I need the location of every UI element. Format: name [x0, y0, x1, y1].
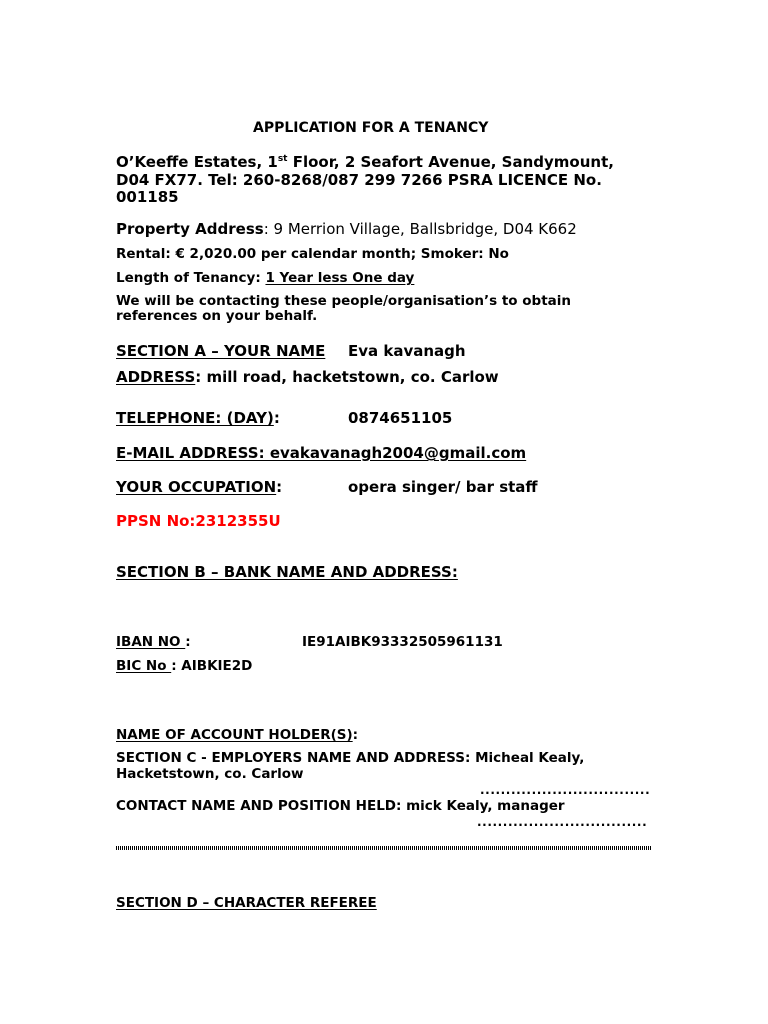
ppsn-number: PPSN No:2312355U: [116, 512, 281, 530]
occupation-colon: :: [276, 478, 283, 496]
dotted-divider: [116, 846, 652, 850]
agency-name-suffix: Floor, 2 Seafort Avenue, Sandymount,: [287, 153, 614, 171]
tenancy-length: [116, 272, 414, 286]
iban-row: [116, 636, 191, 650]
document-title: APPLICATION FOR A TENANCY: [253, 120, 489, 136]
tenancy-length-value: 1 Year less One day: [265, 270, 415, 286]
section-d-heading: SECTION D – CHARACTER REFEREE: [116, 895, 377, 911]
contact-name-position: CONTACT NAME AND POSITION HELD: mick Kealy, manager: [116, 798, 565, 814]
account-holder-label: NAME OF ACCOUNT HOLDER(S): [116, 727, 353, 743]
section-a-name-row: [116, 344, 325, 359]
iban-label: IBAN NO: [116, 634, 186, 650]
tenancy-length-label: Length of Tenancy:: [116, 270, 266, 286]
applicant-address: [116, 370, 499, 385]
occupation-row: [116, 480, 282, 495]
bic-label: BIC No: [116, 658, 172, 674]
telephone-value: 0874651105: [348, 409, 453, 427]
address-label: ADDRESS: [116, 368, 196, 386]
agency-address-line1: [116, 155, 614, 170]
agency-licence-number: 001185: [116, 188, 179, 206]
property-address: [116, 222, 577, 237]
contact-dotted-line: .................................: [477, 815, 648, 829]
property-address-value: : 9 Merrion Village, Ballsbridge, D04 K662: [263, 220, 577, 238]
section-c-employer-line2: Hacketstown, co. Carlow: [116, 766, 304, 782]
account-holder-row: [116, 729, 358, 743]
iban-colon: :: [185, 634, 191, 650]
property-address-label: Property Address: [116, 220, 264, 238]
agency-floor-superscript: st: [277, 154, 288, 164]
account-holder-colon: :: [352, 727, 359, 743]
bic-value: : AIBKIE2D: [171, 658, 253, 674]
section-b-heading: SECTION B – BANK NAME AND ADDRESS:: [116, 563, 458, 581]
references-note-line2: references on your behalf.: [116, 308, 318, 324]
employer-dotted-line: .................................: [480, 783, 651, 797]
section-c-employer-line1: SECTION C - EMPLOYERS NAME AND ADDRESS: Micheal Kealy,: [116, 750, 585, 766]
agency-name-prefix: O’Keeffe Estates, 1: [116, 153, 278, 171]
references-note-line1: We will be contacting these people/organisation’s to obtain: [116, 293, 572, 309]
telephone-colon: :: [273, 409, 280, 427]
email-address: E-MAIL ADDRESS: evakavanagh2004@gmail.com: [116, 444, 527, 462]
telephone-label: TELEPHONE: (DAY): [116, 409, 274, 427]
applicant-name: Eva kavanagh: [348, 342, 466, 360]
occupation-label: YOUR OCCUPATION: [116, 478, 277, 496]
agency-address-line2: D04 FX77. Tel: 260-8268/087 299 7266 PSRA LICENCE No.: [116, 171, 602, 189]
telephone-row: [116, 411, 280, 426]
bic-row: [116, 660, 252, 674]
occupation-value: opera singer/ bar staff: [348, 478, 538, 496]
section-a-heading: SECTION A – YOUR NAME: [116, 342, 326, 360]
address-value: : mill road, hacketstown, co. Carlow: [195, 368, 499, 386]
rental-details: Rental: € 2,020.00 per calendar month; Smoker: No: [116, 246, 509, 262]
iban-value: IE91AIBK93332505961131: [302, 634, 503, 650]
